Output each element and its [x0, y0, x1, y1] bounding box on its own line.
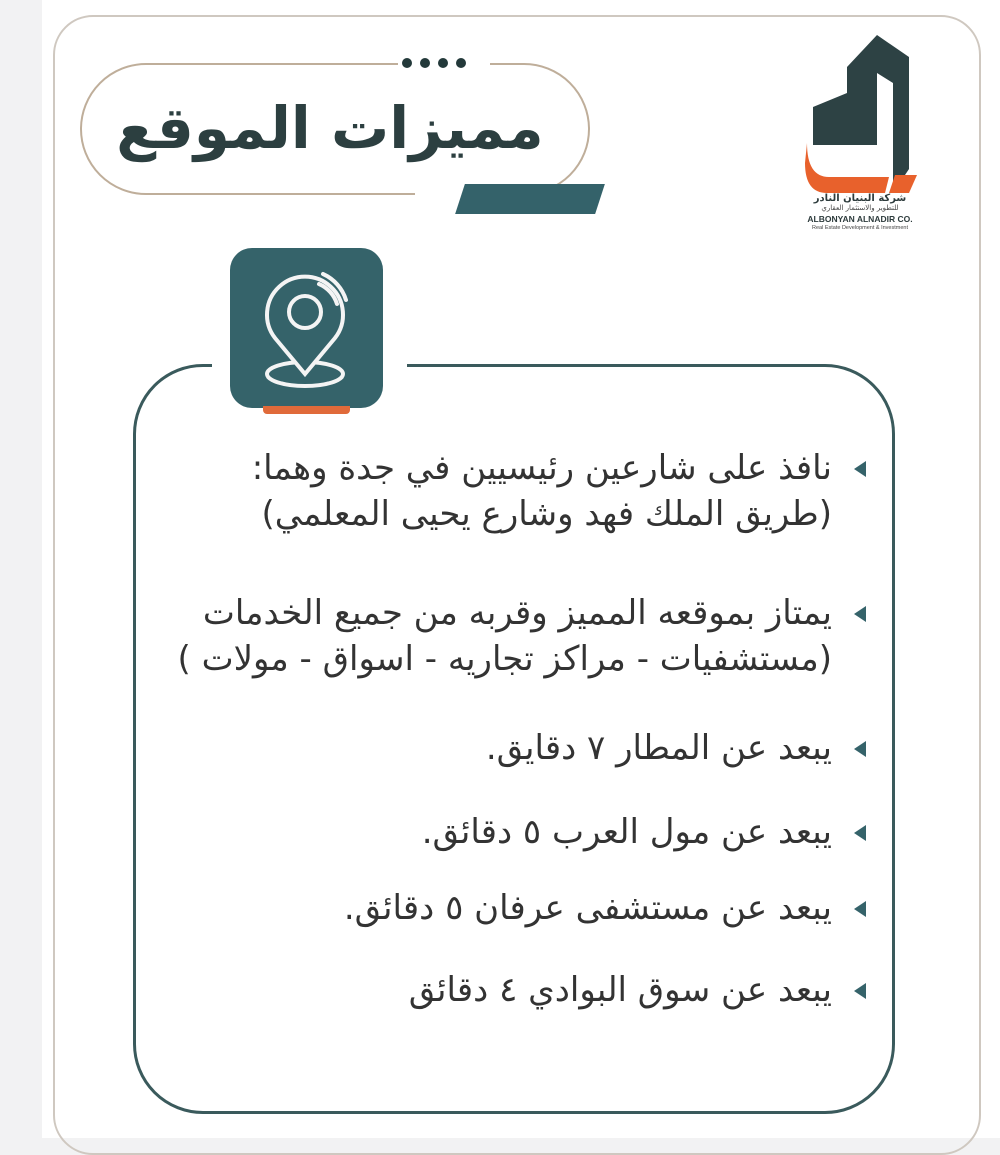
logo-name-en: ALBONYAN ALNADIR CO. [807, 214, 913, 224]
dot-icon [456, 58, 466, 68]
decor-dots [402, 58, 466, 68]
location-pin-icon [253, 262, 363, 392]
feature-item [150, 809, 870, 855]
dot-icon [438, 58, 448, 68]
dot-icon [402, 58, 412, 68]
feature-line: يبعد عن مستشفى عرفان ٥ دقائق. [343, 888, 832, 928]
dot-icon [420, 58, 430, 68]
bullet-triangle-icon [854, 901, 866, 917]
feature-line: يبعد عن سوق البوادي ٤ دقائق [408, 970, 832, 1010]
feature-line: (مستشفيات - مراكز تجاريه - اسواق - مولات ) [177, 639, 832, 679]
logo-name-ar: شركة البنيان النادر [813, 193, 907, 204]
feature-line: نافذ على شارعين رئيسيين في جدة وهما: [251, 448, 832, 488]
features-list [150, 445, 870, 1013]
bullet-triangle-icon [854, 983, 866, 999]
page-title: مميزات الموقع [116, 94, 544, 162]
feature-item [150, 725, 870, 771]
bullet-triangle-icon [854, 606, 866, 622]
feature-item [150, 445, 870, 537]
bullet-triangle-icon [854, 741, 866, 757]
logo-tagline-en: Real Estate Development & Investment [812, 225, 908, 231]
location-tile-underline [263, 406, 350, 414]
feature-line: يبعد عن مول العرب ٥ دقائق. [421, 812, 832, 852]
logo-tagline-ar: للتطوير والاستثمار العقاري [821, 204, 899, 212]
bullet-triangle-icon [854, 825, 866, 841]
feature-line: (طريق الملك فهد وشارع يحيى المعلمي) [261, 494, 832, 534]
feature-line: يبعد عن المطار ٧ دقايق. [485, 728, 832, 768]
feature-item [150, 967, 870, 1013]
feature-item [150, 885, 870, 931]
title-accent-bar [455, 184, 605, 214]
bullet-triangle-icon [854, 461, 866, 477]
feature-line: يمتاز بموقعه المميز وقربه من جميع الخدمات [202, 593, 832, 633]
feature-item [150, 590, 870, 682]
